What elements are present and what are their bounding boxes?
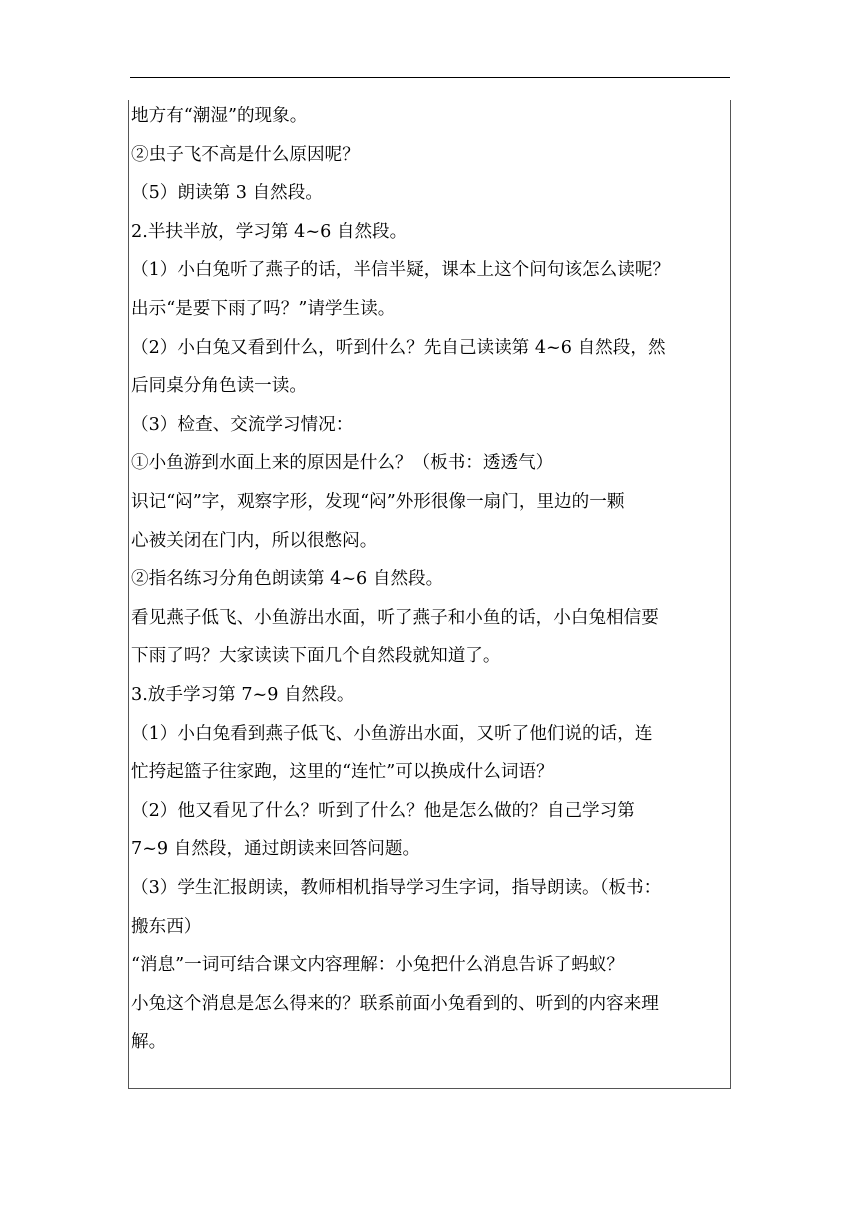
text-line: 2.半扶半放，学习第 4~6 自然段。 <box>131 221 408 242</box>
text-line: ②虫子飞不高是什么原因呢？ <box>131 144 360 165</box>
text-line: 看见燕子低飞、小鱼游出水面，听了燕子和小鱼的话，小白兔相信要 <box>131 607 659 628</box>
text-line: （2）他又看见了什么？听到了什么？他是怎么做的？自己学习第 <box>131 800 635 821</box>
text-line: （3）检查、交流学习情况： <box>131 414 354 435</box>
text-line: 下雨了吗？大家读读下面几个自然段就知道了。 <box>131 646 501 667</box>
text-line: 忙挎起篮子往家跑，这里的“连忙”可以换成什么词语？ <box>131 762 554 783</box>
text-line: （2）小白兔又看到什么，听到什么？先自己读读第 4~6 自然段，然 <box>131 337 666 358</box>
text-line: 小兔这个消息是怎么得来的？联系前面小兔看到的、听到的内容来理 <box>131 993 659 1014</box>
text-line: 出示“是要下雨了吗？”请学生读。 <box>131 299 396 319</box>
text-line: ②指名练习分角色朗读第 4~6 自然段。 <box>131 569 444 590</box>
text-line: 解。 <box>131 1032 167 1053</box>
text-line: ①小鱼游到水面上来的原因是什么？（板书：透透气） <box>131 453 554 474</box>
text-line: 识记“闷”字，观察字形，发现“闷”外形很像一扇门，里边的一颗 <box>131 492 625 512</box>
text-line: 3.放手学习第 7~9 自然段。 <box>131 685 355 705</box>
text-line: 心被关闭在门内，所以很憋闷。 <box>131 530 378 551</box>
header-rule <box>130 77 730 78</box>
text-line: 地方有“潮湿”的现象。 <box>131 106 308 126</box>
text-line: （5）朗读第 3 自然段。 <box>131 183 323 204</box>
text-line: 搬东西） <box>131 916 202 937</box>
text-line: 7~9 自然段，通过朗读来回答问题。 <box>131 839 421 860</box>
text-line: （1）小白兔看到燕子低飞、小鱼游出水面，又听了他们说的话，连 <box>131 723 653 744</box>
text-line: “消息”一词可结合课文内容理解：小兔把什么消息告诉了蚂蚁？ <box>131 955 625 976</box>
table-cell <box>128 100 731 1089</box>
text-line: （1）小白兔听了燕子的话，半信半疑，课本上这个问句该怎么读呢？ <box>131 260 671 281</box>
text-line: （3）学生汇报朗读，教师相机指导学习生字词，指导朗读。（板书： <box>131 878 662 898</box>
text-line: 后同桌分角色读一读。 <box>131 376 307 397</box>
